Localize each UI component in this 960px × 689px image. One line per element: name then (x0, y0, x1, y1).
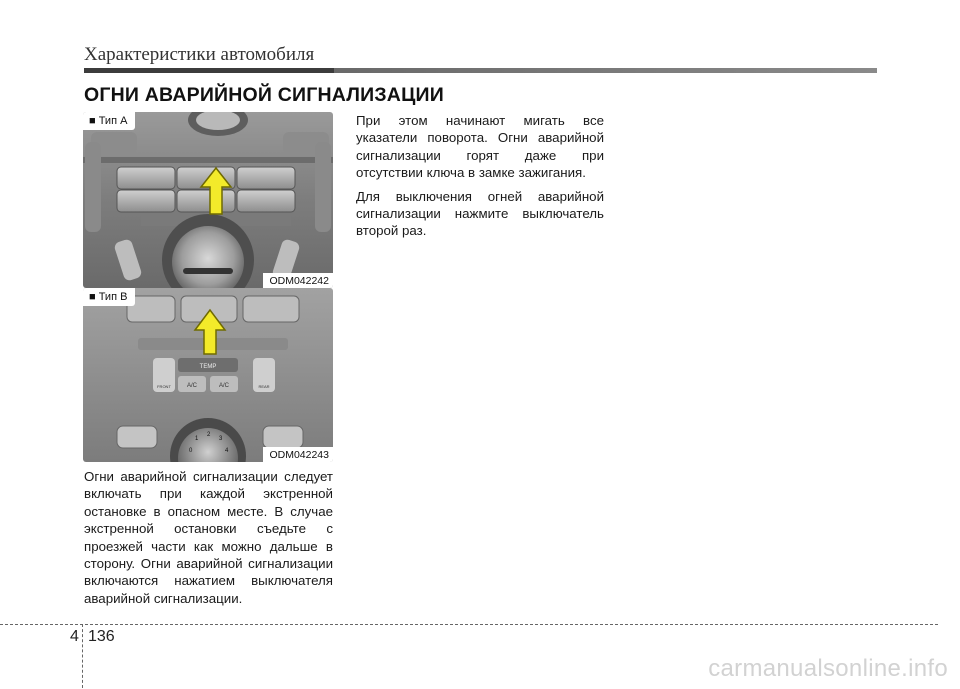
figure-code: ODM042242 (263, 273, 333, 288)
rear-label: REAR (258, 384, 270, 389)
figure-tag: ■ Тип A (83, 112, 135, 130)
dashboard-photo-b (83, 288, 333, 462)
fan-level-4: 4 (225, 448, 229, 454)
fan-level-2: 2 (207, 432, 211, 438)
figure-tag: ■ Тип B (83, 288, 135, 306)
fan-level-3: 3 (219, 436, 223, 442)
page-number: 136 (88, 628, 115, 645)
temp-label: TEMP (199, 364, 217, 370)
header-rule-accent (84, 68, 334, 73)
front-label: FRONT (157, 384, 171, 389)
right-paragraph-2: Для выключения огней аварийной сигнализации нажмите выключатель второй раз. (356, 188, 604, 239)
figure-type-a (83, 112, 333, 288)
fan-level-0: 0 (189, 448, 193, 454)
figure-code: ODM042243 (263, 447, 333, 462)
dashboard-photo-a (83, 112, 333, 288)
ac-label: A/C (186, 383, 198, 389)
section-title: ОГНИ АВАРИЙНОЙ СИГНАЛИЗАЦИИ (84, 84, 444, 106)
right-column (356, 112, 604, 246)
footer-divider (82, 624, 83, 688)
left-paragraph: Огни аварийной сигнализации следует включать при каждой экстренной остановке в опасном месте. В случае экстренной остановки съедьте с проезжей части как можно дальше в сторону. Огни аварийной сигнализации включаются нажатием выключателя аварийной сигнализации. (84, 469, 333, 606)
running-header: Характеристики автомобиля (84, 44, 315, 65)
right-paragraph-1: При этом начинают мигать все указатели поворота. Огни аварийной сигнализации горят даже при отсутствии ключа в замке зажигания. (356, 113, 604, 181)
chapter-number: 4 (70, 628, 79, 645)
watermark: carmanualsonline.info (708, 655, 948, 682)
ac-eco-label: A/C (218, 383, 230, 389)
figure-type-b (83, 288, 333, 462)
fan-level-1: 1 (195, 436, 199, 442)
footer-rule (0, 624, 938, 625)
